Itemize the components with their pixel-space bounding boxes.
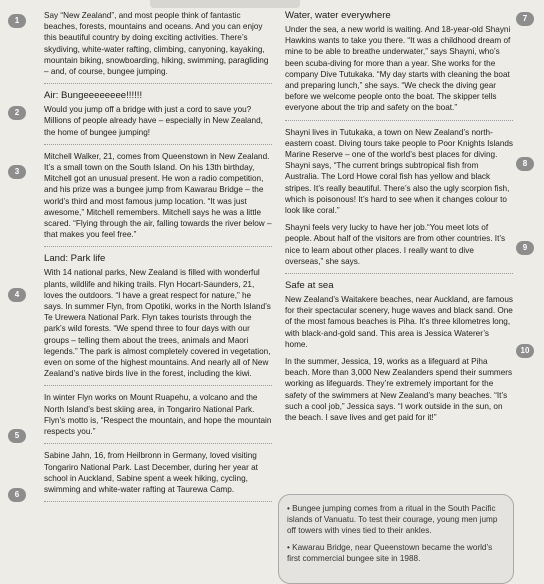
waitakere-paragraph: New Zealand’s Waitakere beaches, near Auckland, are famous for their spectacular scenery, huge waves and black sand. One of the most famous beaches is Piha. It’s three kilometres long, with black-and-gold sand. This area is Jessica Waterer’s home.: [285, 295, 514, 349]
water-heading: Water, water everywhere: [285, 10, 391, 21]
left-column: [44, 10, 272, 508]
safe-at-sea-heading: Safe at sea: [285, 280, 334, 292]
flyn-winter-paragraph: In winter Flyn works on Mount Ruapehu, a volcano and the North Island’s best skiing area, in Tongariro National Park. Flyn’s motto is, “Respect the mountain, and hope the mountain respects you.”: [44, 393, 272, 437]
bungee-heading: Air: Bungeeeeeeee!!!!!!: [44, 90, 143, 102]
paragraph-marker-5: 5: [8, 429, 26, 443]
fact-item: • Kawarau Bridge, near Queenstown became the world’s first commercial bungee site in 1988.: [287, 543, 493, 563]
paragraph-marker-1: 1: [8, 14, 26, 28]
park-life-heading: Land: Park life: [44, 253, 106, 265]
intro-paragraph: Say “New Zealand”, and most people think of fantastic beaches, forests, mountains and oceans. And you can enjoy this beautiful country by doing exciting activities. There’s skydiving, white-water rafting, climbing, canyoning, kayaking, mountain biking, snowboarding, hiking, swimming, paragliding – and, of course, bungee jumping.: [44, 11, 269, 77]
paragraph-marker-10: 10: [516, 344, 534, 358]
divider: [44, 144, 272, 145]
divider: [44, 385, 272, 386]
fact-box: [278, 494, 514, 584]
paragraph-marker-6: 6: [8, 488, 26, 502]
paragraph-marker-8: 8: [516, 157, 534, 171]
paragraph-marker-9: 9: [516, 241, 534, 255]
divider: [44, 83, 272, 84]
sabine-paragraph: Sabine Jahn, 16, from Heilbronn in Germany, loved visiting Tongariro National Park. Last December, during her year at school in Auckland, Sabine spent a week hiking, cycling, swimming and white-water rafting at Taurewa Camp.: [44, 451, 258, 494]
divider: [44, 501, 272, 502]
mitchell-paragraph: Mitchell Walker, 21, comes from Queenstown in New Zealand. It’s a small town on the South Island. On his 13th birthday, Mitchell got an unusual present. He won a radio competition, and his prize was a bungee jump from Kawarau Bridge – the world’s third and most famous jump location. “It was just awesome,” Mitchell remembers. Mitchell says he was a little scared. “Flying through the air, falling towards the river below – that makes you feel free.”: [44, 151, 272, 240]
shayni-paragraph: Under the sea, a new world is waiting. And 18-year-old Shayni Hawkins wants to take you there. “It was a childhood dream of mine to be able to breathe underwater,” says Shayni, who’s been scuba-diving for more than a year. She works for the company Dive Tutukaka. “My day starts with cleaning the boat and preparing lunch,” she says. “We check the diving gear before we welcome people onto the boat. The skipper tells everyone about the trip and safety on the boat.”: [285, 25, 511, 113]
paragraph-marker-3: 3: [8, 165, 26, 179]
paragraph-marker-4: 4: [8, 288, 26, 302]
fact-item: • Bungee jumping comes from a ritual in the South Pacific islands of Vanuatu. To test their courage, young men jump off towers with vines tied to their ankles.: [287, 504, 498, 535]
shayni-job-paragraph: Shayni feels very lucky to have her job.“You meet lots of people. About half of the visitors are from other countries. It’s nice to learn about other places. I really want to dive overseas,” she says.: [285, 223, 506, 266]
divider: [285, 120, 513, 121]
tutukaka-paragraph: Shayni lives in Tutukaka, a town on New Zealand’s north-eastern coast. Diving tours take people to Poor Knights Islands Marine Reserve – one of the world’s best places for diving. Shayni says, “The current brings subtropical fish from Australia. The Lord Howe coral fish has yellow and black stripes. It’s really beautiful. There’s also the ugly scorpion fish, which is poisonous! It’s hard to see when it changes colour to look like coral.”: [285, 127, 514, 216]
divider: [285, 273, 513, 274]
divider: [44, 443, 272, 444]
bungee-intro-paragraph: Would you jump off a bridge with just a cord to save you? Millions of people already have – especially in New Zealand, the home of bungee jumping!: [44, 105, 263, 137]
right-column: [285, 10, 513, 429]
page-top-tab: [150, 0, 300, 8]
divider: [44, 246, 272, 247]
paragraph-marker-2: 2: [8, 106, 26, 120]
paragraph-marker-7: 7: [516, 12, 534, 26]
flyn-paragraph: With 14 national parks, New Zealand is filled with wonderful plants, wildlife and hiking trails. Flyn Hocart-Saunders, 21, loves the outdoors. “I have a great respect for nature,” he says. In summer Flyn, from Opotiki, works in the North Island’s Te Urewera National Park. Flyn takes tourists through the park’s wild forests. “We spend three to four days with our groups – telling them about the trees, animals and Maori legends.” The park is almost completely covered in vegetation, even on some of the highest mountains. And nearly all of New Zealand’s native birds live in the forest, including the kiwi.: [44, 268, 271, 379]
jessica-paragraph: In the summer, Jessica, 19, works as a lifeguard at Piha beach. More than 3,000 New Zealanders spend their summers working as lifeguards. They’re extremely important for the safety of the swimmers at New Zealand’s many beaches. “It’s such a cool job,” Jessica says. “I work outside in the sun, on the beach. I save lives and get paid for it!”: [285, 357, 513, 423]
